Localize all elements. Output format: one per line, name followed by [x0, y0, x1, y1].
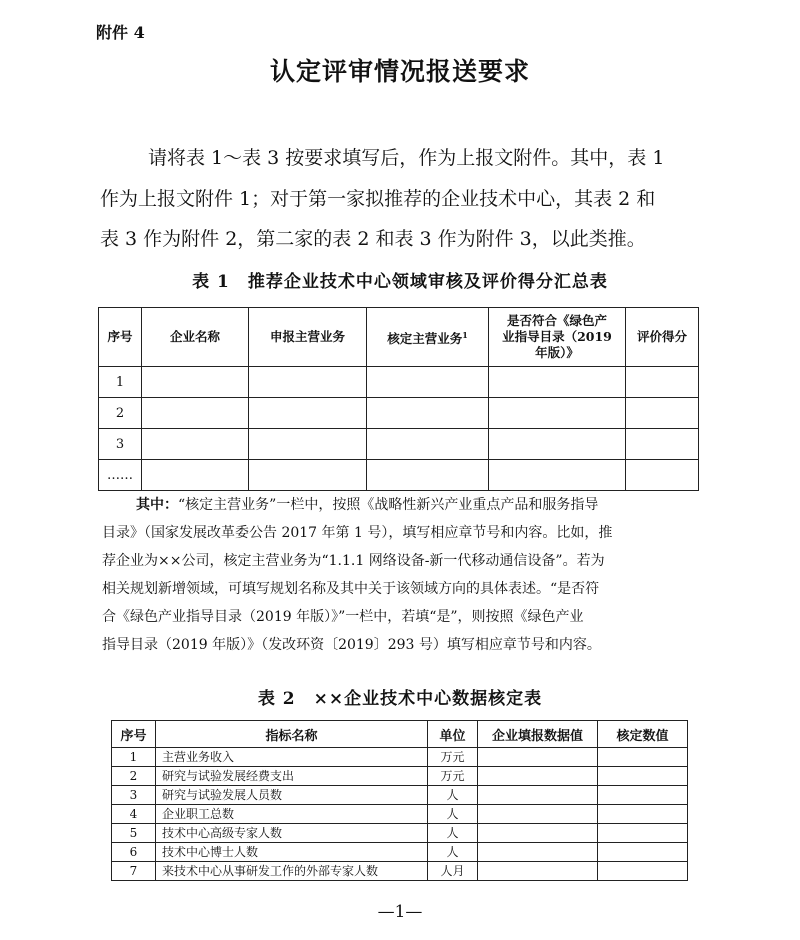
- header-green-industry: [489, 308, 626, 367]
- verified-value-cell[interactable]: [598, 767, 688, 786]
- green-header-line-3: 年版）》: [535, 345, 579, 360]
- document-title: 认定评审情况报送要求: [269, 57, 530, 86]
- table-row: [112, 805, 688, 824]
- header-seq: 序号: [99, 308, 142, 367]
- unit-cell: 人: [428, 786, 478, 805]
- reported-value-cell[interactable]: [478, 805, 598, 824]
- verified-value-cell[interactable]: [598, 786, 688, 805]
- header-verified-business: [367, 308, 489, 367]
- green-header-line-2: 业指导目录（2019: [502, 329, 612, 344]
- row-seq: 5: [112, 824, 156, 843]
- declared-cell[interactable]: [249, 460, 367, 491]
- indicator-name: 主营业务收入: [156, 748, 428, 767]
- indicator-name: 企业职工总数: [156, 805, 428, 824]
- reported-value-cell[interactable]: [478, 862, 598, 881]
- table-row: [112, 824, 688, 843]
- row-seq: ……: [99, 460, 142, 491]
- table-row: [112, 767, 688, 786]
- reported-value-cell[interactable]: [478, 767, 598, 786]
- row-seq: 2: [112, 767, 156, 786]
- intro-line-3: 表 3 作为附件 2，第二家的表 2 和表 3 作为附件 3，以此类推。: [100, 228, 646, 250]
- row-seq: 6: [112, 843, 156, 862]
- row-seq: 4: [112, 805, 156, 824]
- table2-caption: 表 2 ××企业技术中心数据核定表: [257, 689, 543, 709]
- indicator-name: 技术中心博士人数: [156, 843, 428, 862]
- intro-line-2: 作为上报文附件 1；对于第一家拟推荐的企业技术中心，其表 2 和: [100, 188, 656, 210]
- company-cell[interactable]: [142, 367, 249, 398]
- row-seq: 7: [112, 862, 156, 881]
- indicator-name: 研究与试验发展人员数: [156, 786, 428, 805]
- green-cell[interactable]: [489, 398, 626, 429]
- header-seq: 序号: [112, 721, 156, 748]
- table1-header-row: [99, 308, 699, 367]
- unit-cell: 万元: [428, 767, 478, 786]
- unit-cell: 人月: [428, 862, 478, 881]
- score-cell[interactable]: [626, 429, 699, 460]
- row-seq: 1: [99, 367, 142, 398]
- row-seq: 2: [99, 398, 142, 429]
- declared-cell[interactable]: [249, 429, 367, 460]
- note-line-4: 相关规划新增领域，可填写规划名称及其中关于该领域方向的具体表述。“是否符: [102, 581, 600, 597]
- green-cell[interactable]: [489, 367, 626, 398]
- header-declared-business: 申报主营业务: [249, 308, 367, 367]
- indicator-name: 来技术中心从事研发工作的外部专家人数: [156, 862, 428, 881]
- note-line-2: 目录》（国家发展改革委公告 2017 年第 1 号），填写相应章节号和内容。比如，推: [102, 525, 613, 541]
- note-line-3: 荐企业为××公司，核定主营业务为“1.1.1 网络设备-新一代移动通信设备”。若为: [102, 553, 605, 569]
- green-header-line-1: 是否符合《绿色产: [506, 313, 607, 328]
- footnote-marker: 1: [462, 329, 468, 340]
- intro-line-1: 请将表 1～表 3 按要求填写后，作为上报文附件。其中，表 1: [148, 147, 665, 169]
- reported-value-cell[interactable]: [478, 748, 598, 767]
- company-cell[interactable]: [142, 429, 249, 460]
- note-label: 其中：: [136, 497, 178, 513]
- verified-value-cell[interactable]: [598, 805, 688, 824]
- header-company-name: 企业名称: [142, 308, 249, 367]
- summary-table: [98, 307, 699, 491]
- verified-cell[interactable]: [367, 429, 489, 460]
- header-reported-value: 企业填报数据值: [478, 721, 598, 748]
- table-row: [112, 843, 688, 862]
- verified-value-cell[interactable]: [598, 824, 688, 843]
- indicator-name: 技术中心高级专家人数: [156, 824, 428, 843]
- row-seq: 3: [99, 429, 142, 460]
- green-cell[interactable]: [489, 460, 626, 491]
- verified-value-cell[interactable]: [598, 843, 688, 862]
- table-row: [112, 786, 688, 805]
- note-line-6: 指导目录（2019 年版）》（发改环资〔2019〕293 号）填写相应章节号和内容。: [102, 637, 601, 653]
- indicator-name: 研究与试验发展经费支出: [156, 767, 428, 786]
- table-row: [99, 398, 699, 429]
- header-verified-value: 核定数值: [598, 721, 688, 748]
- table-row: [99, 367, 699, 398]
- page-number: —1—: [377, 902, 423, 922]
- table-row: [99, 429, 699, 460]
- row-seq: 1: [112, 748, 156, 767]
- table-row: [99, 460, 699, 491]
- attachment-label: 附件 4: [96, 23, 145, 42]
- header-indicator-name: 指标名称: [156, 721, 428, 748]
- header-score: 评价得分: [626, 308, 699, 367]
- verified-cell[interactable]: [367, 460, 489, 491]
- unit-cell: 人: [428, 805, 478, 824]
- score-cell[interactable]: [626, 398, 699, 429]
- verified-value-cell[interactable]: [598, 748, 688, 767]
- note-text-1: “核定主营业务”一栏中，按照《战略性新兴产业重点产品和服务指导: [178, 497, 599, 513]
- table2-header-row: [112, 721, 688, 748]
- reported-value-cell[interactable]: [478, 786, 598, 805]
- unit-cell: 万元: [428, 748, 478, 767]
- data-verification-table: [111, 720, 688, 881]
- row-seq: 3: [112, 786, 156, 805]
- table-row: [112, 862, 688, 881]
- note-line-5: 合《绿色产业指导目录（2019 年版）》”一栏中，若填“是”，则按照《绿色产业: [102, 609, 584, 625]
- verified-cell[interactable]: [367, 398, 489, 429]
- score-cell[interactable]: [626, 367, 699, 398]
- company-cell[interactable]: [142, 460, 249, 491]
- note-line-1: [136, 494, 598, 514]
- header-unit: 单位: [428, 721, 478, 748]
- unit-cell: 人: [428, 843, 478, 862]
- score-cell[interactable]: [626, 460, 699, 491]
- header-verified-label: 核定主营业务: [387, 331, 463, 347]
- verified-cell[interactable]: [367, 367, 489, 398]
- reported-value-cell[interactable]: [478, 824, 598, 843]
- reported-value-cell[interactable]: [478, 843, 598, 862]
- green-cell[interactable]: [489, 429, 626, 460]
- verified-value-cell[interactable]: [598, 862, 688, 881]
- company-cell[interactable]: [142, 398, 249, 429]
- table-row: [112, 748, 688, 767]
- declared-cell[interactable]: [249, 367, 367, 398]
- declared-cell[interactable]: [249, 398, 367, 429]
- unit-cell: 人: [428, 824, 478, 843]
- table1-caption: 表 1 推荐企业技术中心领域审核及评价得分汇总表: [192, 272, 608, 292]
